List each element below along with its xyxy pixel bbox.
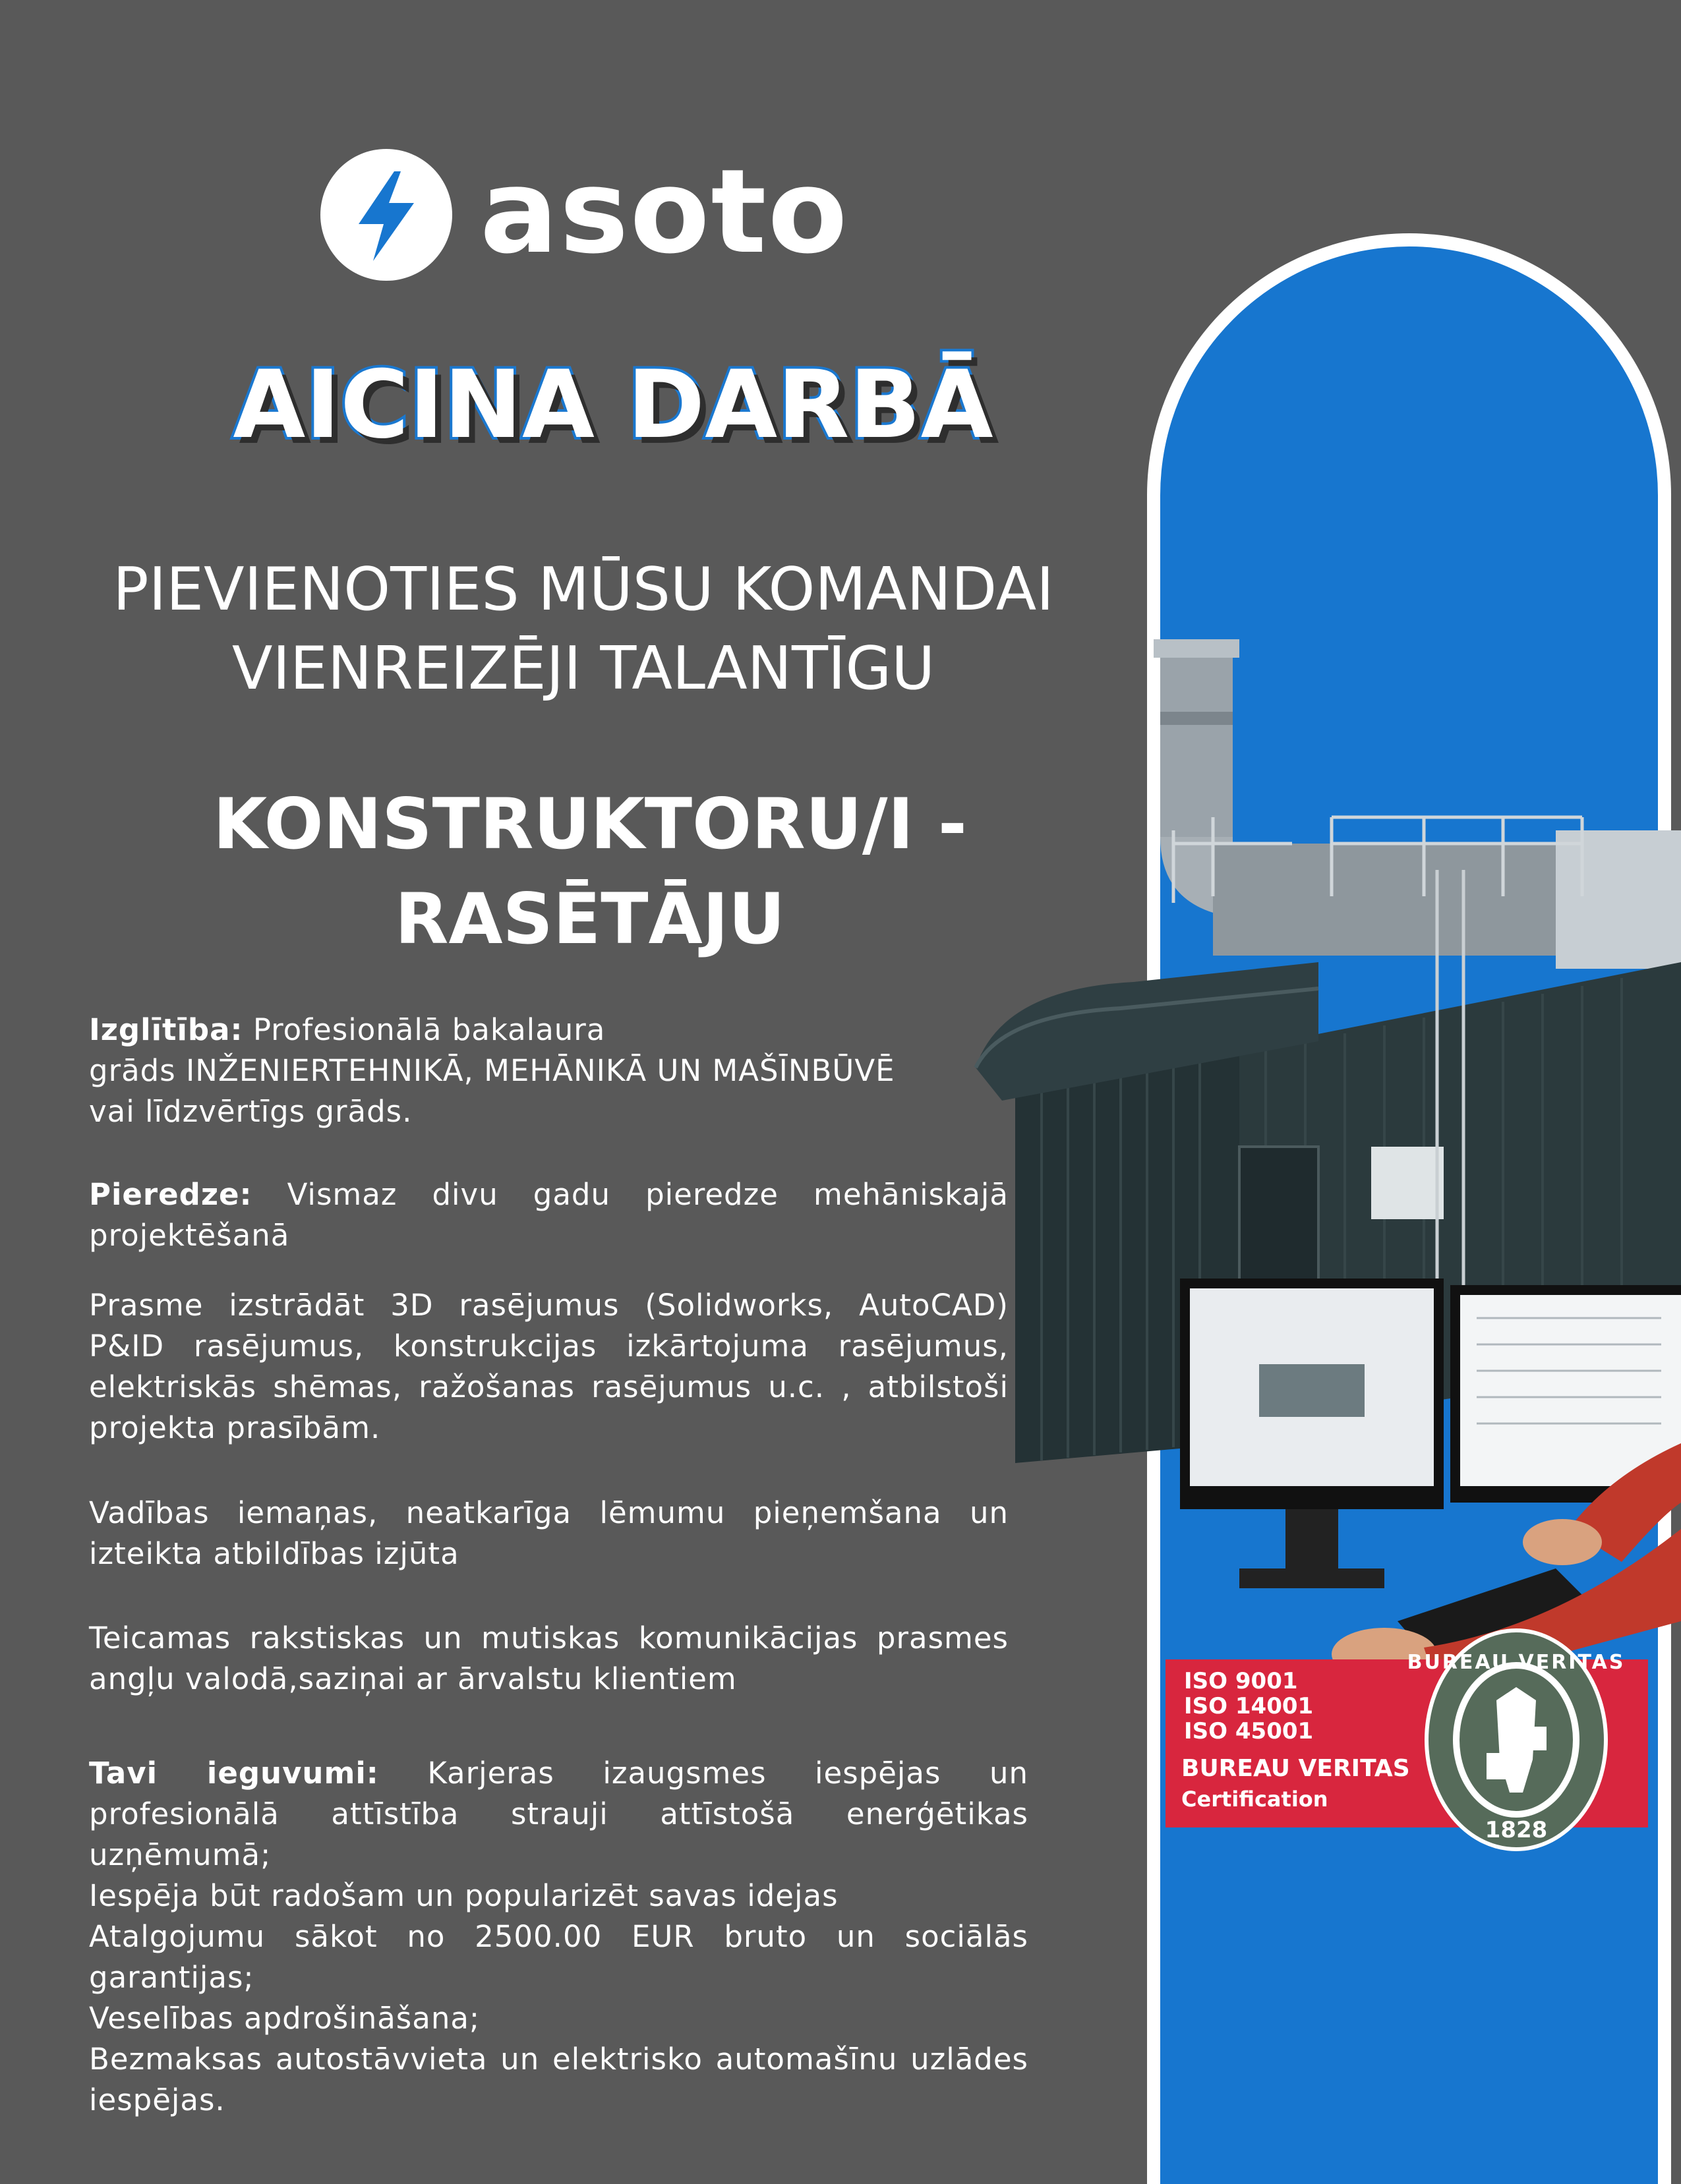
education-label: Izglītība: (89, 1012, 243, 1047)
leadership-paragraph: Vadības iemaņas, neatkarīga lēmumu pieņemšana un izteikta atbildības izjūta (89, 1495, 1009, 1571)
lightning-bolt-icon (320, 149, 452, 281)
iso-standards (1184, 1669, 1313, 1744)
benefits-section (89, 1753, 1028, 2121)
iso-45001: ISO 45001 (1184, 1718, 1314, 1744)
certification-label: Certification (1181, 1787, 1328, 1812)
education-section (89, 1010, 1025, 1132)
experience-section (89, 1174, 1009, 1256)
logo-wordmark: asoto (480, 144, 849, 279)
benefit-item: Veselības apdrošināšana; (89, 2001, 481, 2036)
benefit-item: Bezmaksas autostāvvieta un elektrisko automašīnu uzlādes iespējas. (89, 2042, 1028, 2117)
benefit-item: Atalgojumu sākot no 2500.00 EUR bruto un sociālās garantijas; (89, 1919, 1028, 1995)
education-line-1: Profesionālā bakalaura (252, 1012, 606, 1047)
skills-paragraph: Prasme izstrādāt 3D rasējumus (Solidworks, AutoCAD) P&ID rasējumus, konstrukcijas izkārtojuma rasējumus, elektriskās shēmas, ražošanas rasējumus u.c. , atbilstoši projekta prasībām. (89, 1288, 1009, 1445)
iso-9001: ISO 9001 (1184, 1668, 1298, 1694)
communication-paragraph: Teicamas rakstiskas un mutiskas komunikācijas prasmes angļu valodā,saziņai ar ārvalstu klientiem (89, 1621, 1009, 1696)
job-title-line-2: RASĒTĀJU (394, 878, 786, 960)
seal-year: 1828 (1485, 1817, 1548, 1843)
benefits-label: Tavi ieguvumi: (89, 1756, 379, 1791)
subheading-line-2: VIENREIZĒJI TALANTĪGU (231, 634, 935, 703)
benefits-intro: Karjeras izaugsmes iespējas un profesionālā attīstība strauji attīstošā enerģētikas uzņēmumā; (89, 1756, 1029, 1872)
iso-14001: ISO 14001 (1184, 1693, 1314, 1719)
experience-label: Pieredze: (89, 1177, 252, 1212)
experience-text: Vismaz divu gadu pieredze mehāniskajā projektēšanā (89, 1177, 1009, 1253)
certifier-name: BUREAU VERITAS (1181, 1755, 1410, 1782)
education-line-2: grāds INŽENIERTEHNIKĀ, MEHĀNIKĀ UN MAŠĪNBŪVĒ (89, 1053, 895, 1088)
job-title-line-1: KONSTRUKTORU/I - (213, 784, 967, 865)
education-line-3: vai līdzvērtīgs grāds. (89, 1094, 413, 1129)
industrial-generator-illustration (962, 619, 1681, 1700)
benefit-item: Iespēja būt radošam un popularizēt savas idejas (89, 1878, 839, 1913)
page-headline: AICINA DARBĀ (233, 351, 993, 459)
seal-text: BUREAU VERITAS (1407, 1651, 1626, 1674)
subheading-line-1: PIEVIENOTIES MŪSU KOMANDAI (113, 555, 1054, 624)
bureau-veritas-seal-icon (1407, 1628, 1626, 1852)
